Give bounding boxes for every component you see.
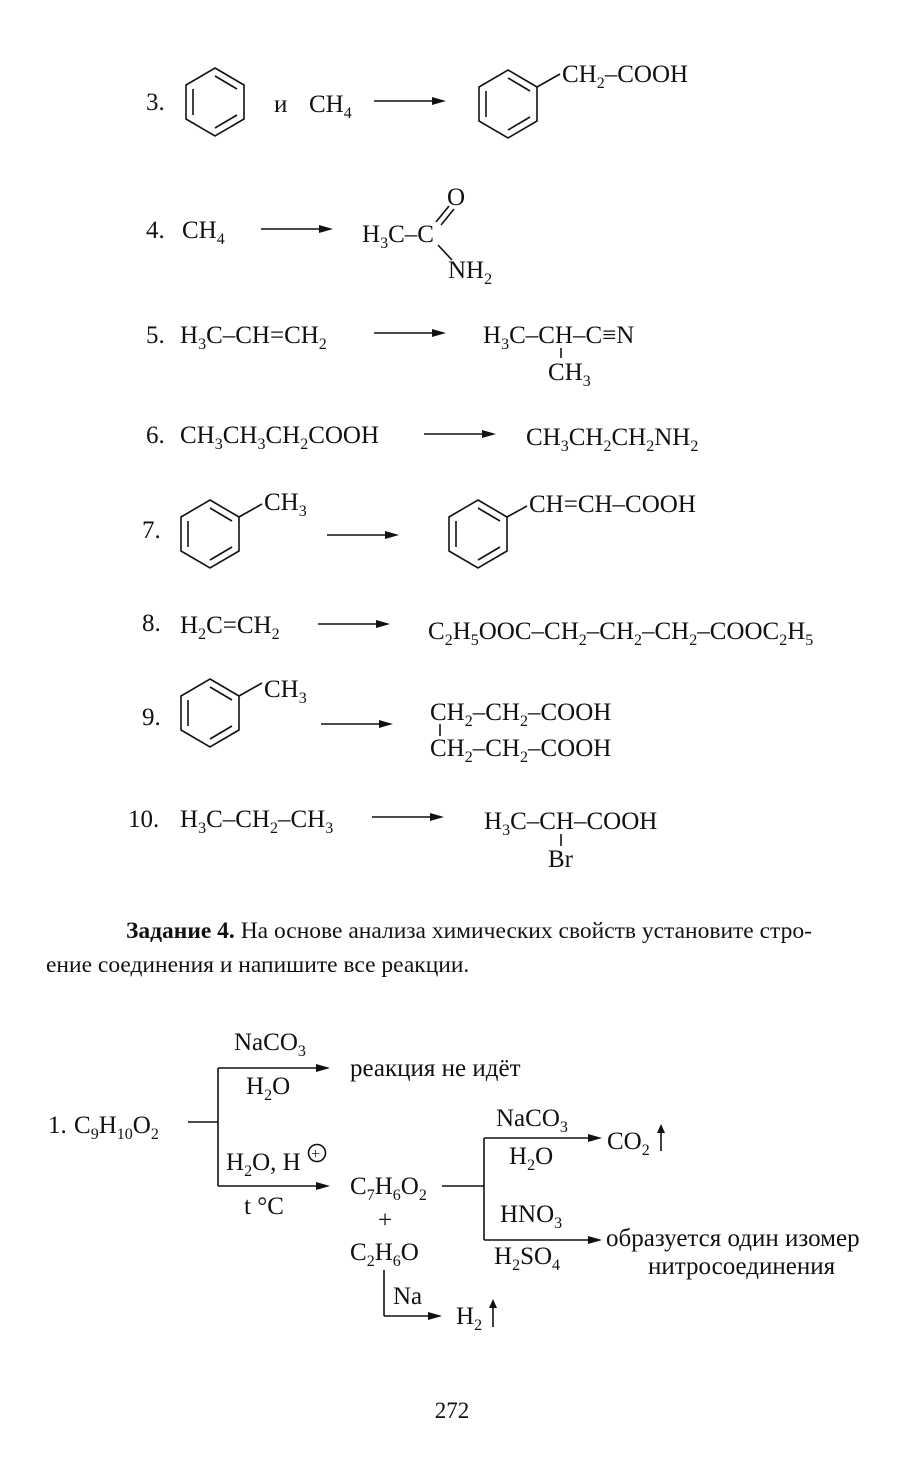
reagent-acid-water: $H_2O$, H — [226, 1149, 301, 1180]
bromo-branch: Br — [548, 846, 573, 873]
isomer-text-line1: образуется один изомер — [606, 1225, 860, 1252]
oxygen-atom: O — [447, 184, 466, 211]
task-paragraph-cont — [46, 948, 872, 982]
alcohol-product: $C_2H_6O$ — [350, 1239, 419, 1270]
conjunction: и — [274, 91, 288, 118]
reactant-formula: $CH_3CH_3CH_2COOH$ — [180, 422, 380, 453]
reaction-arrow — [261, 225, 333, 233]
reaction-arrow — [318, 620, 390, 628]
plus-symbol: + — [378, 1207, 393, 1234]
product-formula: $CH_3CH_2CH_2NH_2$ — [526, 424, 699, 455]
reaction-number: 8. — [142, 610, 161, 637]
starting-compound: $C_9H_{10}O_2$ — [74, 1112, 159, 1143]
reagent-water: $H_2O$ — [246, 1073, 291, 1104]
reagent-naco3: NaCO$_3$ — [234, 1029, 306, 1060]
product-formula: $CH_2$–COOH — [562, 61, 689, 92]
reaction-4 — [146, 184, 492, 288]
reagent-sodium: Na — [393, 1283, 423, 1310]
amide-group: $NH_2$ — [448, 257, 493, 288]
temperature-label: t °C — [244, 1193, 284, 1220]
reaction-5 — [146, 322, 634, 390]
gas-arrow-icon — [489, 1299, 497, 1308]
task-paragraph — [46, 914, 872, 948]
scheme-number: 1. — [48, 1112, 67, 1139]
reaction-3 — [146, 61, 688, 138]
reaction-8 — [142, 610, 813, 649]
benzene-ring — [479, 70, 537, 138]
reaction-number: 5. — [146, 322, 165, 349]
task-text-line1: На основе анализа химических свойств установите стро- — [234, 918, 812, 944]
product-formula: $H_3C-C$ — [362, 221, 434, 252]
benzene-ring — [186, 68, 244, 136]
methyl-group: $CH_3$ — [264, 489, 307, 520]
reaction-arrow — [327, 531, 399, 539]
reaction-number: 3. — [146, 89, 165, 116]
product-formula: CH=CH–COOH — [529, 491, 696, 518]
product-formula: $C_2H_5OOC-CH_2-CH_2-CH_2-COOC_2H_5$ — [428, 618, 814, 649]
methyl-branch: $CH_3$ — [548, 359, 591, 390]
no-reaction-text: реакция не идёт — [350, 1055, 521, 1082]
reagent-hno3: $HNO_3$ — [500, 1201, 563, 1232]
methyl-group: $CH_3$ — [264, 676, 307, 707]
reaction-arrow — [372, 813, 444, 821]
reactant-formula: $CH_4$ — [182, 217, 225, 248]
co2-product: $CO_2$ — [607, 1128, 650, 1159]
reactant-formula: $H_2C=CH_2$ — [180, 612, 280, 643]
reaction-9 — [142, 676, 611, 766]
product-formula: $H_3C-CH$–COOH — [484, 808, 658, 839]
reaction-10 — [128, 806, 657, 873]
task4-scheme — [48, 1029, 860, 1334]
reactant-formula: $H_3C-CH_2-CH_3$ — [180, 806, 334, 837]
reaction-number: 4. — [146, 217, 165, 244]
hydrogen-product: $H_2$ — [456, 1303, 483, 1334]
reaction-number: 7. — [142, 517, 161, 544]
benzene-ring — [449, 500, 507, 568]
acid-product: $C_7H_6O_2$ — [350, 1173, 427, 1204]
reagent-h2so4: $H_2SO_4$ — [494, 1243, 561, 1274]
reagent-naco3: NaCO$_3$ — [496, 1105, 568, 1136]
product-formula-top: $CH_2-CH_2$–COOH — [430, 699, 612, 730]
product-formula-bottom: $CH_2-CH_2$–COOH — [430, 735, 612, 766]
plus-sign: + — [311, 1146, 321, 1163]
reagent-water: $H_2O$ — [509, 1143, 554, 1174]
product-formula: $H_3C-CH-C\equiv N$ — [483, 322, 635, 353]
reaction-arrow — [424, 430, 496, 438]
reaction-number: 9. — [142, 704, 161, 731]
reactant-formula: $H_3C-CH=CH_2$ — [180, 322, 327, 353]
task-label: Задание 4. — [126, 918, 235, 944]
reaction-6 — [146, 422, 698, 455]
gas-arrow-icon — [657, 1124, 665, 1133]
page-number: 272 — [434, 1398, 470, 1423]
reaction-arrow — [321, 720, 393, 728]
toluene-ring — [181, 679, 239, 747]
reaction-7 — [142, 489, 696, 568]
reaction-number: 6. — [146, 422, 165, 449]
reaction-arrow — [374, 97, 446, 105]
toluene-ring — [181, 500, 239, 568]
reaction-number: 10. — [128, 806, 160, 833]
reactant-formula: $CH_4$ — [309, 91, 352, 122]
isomer-text-line2: нитросоединения — [648, 1253, 836, 1280]
reaction-arrow — [374, 329, 446, 337]
task-text-line2: ение соединения и напишите все реакции. — [46, 952, 470, 978]
